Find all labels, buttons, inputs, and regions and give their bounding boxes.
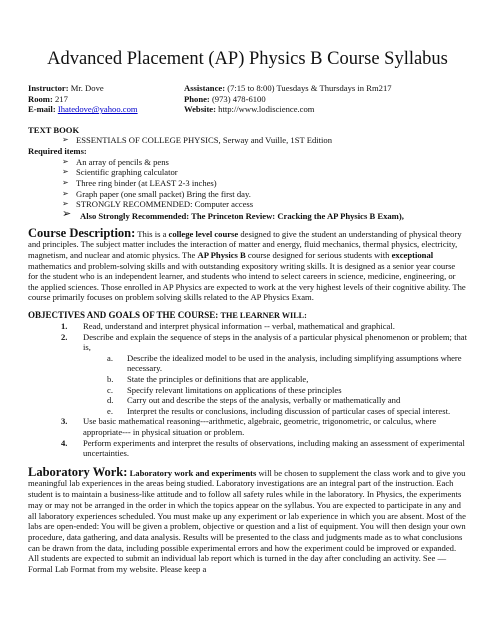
description-text: course designed for serious students with xyxy=(245,250,392,261)
list-item xyxy=(61,438,467,459)
description-bold: college level course xyxy=(168,228,239,239)
phone-value: (973) 478-6100 xyxy=(211,93,266,104)
required-item: STRONGLY RECOMMENDED: Computer access xyxy=(76,199,254,210)
objectives-list xyxy=(28,321,467,459)
description-bold: AP Physics B xyxy=(197,250,246,261)
list-item xyxy=(61,332,467,417)
objective-number: 4. xyxy=(61,437,68,448)
list-item xyxy=(62,199,467,210)
list-item xyxy=(61,416,467,437)
required-items-heading: Required items: xyxy=(28,146,87,157)
email-label: E-mail: xyxy=(28,104,56,115)
description-text: designed to give the student an understanding of physical theory and principles. The subject matter includes the interaction of matter and energy, fluid mechanics, thermal physics, electricity, magnetism, and nuclear and atomic physics. The xyxy=(28,228,462,261)
lab-text: will be chosen to supplement the class work and to give you meaningful lab experiences in the areas being studied. Laboratory investigations are an integral part of the instruction. Each student is to maintain a business-like attitude and to follow all safety rules while in the laboratory. In Physics, the experiments may or may not be arranged in the order in which the topics appear on the syllabus. You are expected to participate in any and all laboratory experiences scheduled. You must make up any experiment or lab experience in which you are absent. Most of the labs are open-ended: You will be given a problem, objective or question and a list of equipment. You will then design your own procedure, data gathering, and data analysis. Results will be presented to the class and judgments made as to what conclusions can be drawn from the data, including possible experimental errors and how the experiment could be improved or expanded. All students are expected to submit an individual lab report which is turned in the day after concluding an activity. See —Formal Lab Format from my website. Please keep a xyxy=(28,467,466,575)
required-items-list xyxy=(28,157,467,222)
website-value: http://www.lodiscience.com xyxy=(218,104,315,115)
list-item xyxy=(107,353,467,374)
objective-number: 2. xyxy=(61,331,68,342)
objective-text: Perform experiments and interpret the results of observations, including making an assessment of experimental uncertainties. xyxy=(83,437,465,459)
subitem-text: Interpret the results or conclusions, including discussion of particular cases of special interest. xyxy=(127,405,451,416)
objectives-heading xyxy=(28,310,467,321)
website-line xyxy=(184,104,467,115)
required-item: Graph paper (one small packet) Bring the first day. xyxy=(76,188,251,199)
instructor-line xyxy=(28,83,184,94)
list-item xyxy=(107,385,467,396)
list-item xyxy=(62,178,467,189)
instructor-label: Instructor: xyxy=(28,83,69,93)
also-recommended: Also Strongly Recommended: The Princeton Review: Cracking the AP Physics B Exam), xyxy=(80,211,404,222)
objective-text: Use basic mathematical reasoning---arithmetic, algebraic, geometric, trigonometric, or calculus, where appropriate--- in physical situation or problem. xyxy=(83,416,437,437)
email-line xyxy=(28,104,184,115)
course-description-heading: Course Description: xyxy=(28,225,136,240)
list-item xyxy=(62,135,467,146)
subitem-text: Describe the idealized model to be used in the analysis, including simplifying assumptions where necessary. xyxy=(127,352,462,374)
assistance-value: (7:15 to 8:00) Tuesdays & Thursdays in Rm217 xyxy=(227,83,392,93)
phone-label: Phone: xyxy=(184,93,210,104)
description-text: This is a xyxy=(135,228,169,239)
textbook-section xyxy=(28,125,467,222)
assistance-label: Assistance: xyxy=(184,83,226,93)
list-item xyxy=(62,167,467,178)
arrow-bullet-icon: ➢ xyxy=(62,178,69,188)
list-item xyxy=(62,189,467,200)
contact-info-right xyxy=(184,83,467,115)
list-item xyxy=(61,321,467,332)
objective-text: Read, understand and interpret physical information -- verbal, mathematical and graphical. xyxy=(83,321,395,332)
course-description xyxy=(28,225,467,303)
description-text: mathematics and problem-solving skills and with outstanding expository writing skills. It is designed as a senior year course for the student who is an independent learner, and students who intend to select careers in science, medicine, engineering, or the applied sciences. Those enrolled in AP Physics are expected to work at the very highest levels of their cognitive ability. The course primarily focuses on problem solving skills related to the AP Physics Exam. xyxy=(28,260,466,303)
subitem-letter: a. xyxy=(107,352,113,363)
subitem-letter: d. xyxy=(107,395,114,406)
objective-number: 3. xyxy=(61,416,68,427)
laboratory-work-heading: Laboratory Work: xyxy=(28,464,128,479)
subitem-letter: e. xyxy=(107,405,113,416)
room-line xyxy=(28,94,184,105)
objectives-heading-main: OBJECTIVES AND GOALS OF THE COURSE: xyxy=(28,310,221,321)
required-item: An array of pencils & pens xyxy=(76,156,169,167)
objectives-heading-sub: THE LEARNER WILL: xyxy=(220,311,307,321)
subitem-text: Specify relevant limitations on applications of these principles xyxy=(127,384,342,395)
subitem-text: State the principles or definitions that are applicable, xyxy=(127,374,309,385)
contact-info xyxy=(28,83,467,115)
website-label: Website: xyxy=(184,104,216,115)
phone-line xyxy=(184,94,467,105)
arrow-bullet-icon: ➢ xyxy=(62,207,72,221)
assistance-line xyxy=(184,83,467,94)
arrow-bullet-icon: ➢ xyxy=(62,199,69,209)
subitem-letter: c. xyxy=(107,384,113,395)
list-item xyxy=(107,395,467,406)
textbook-title: ESSENTIALS OF COLLEGE PHYSICS, Serway and Vuille, 1ST Edition xyxy=(76,135,333,146)
contact-info-left xyxy=(28,83,184,115)
required-item: Scientific graphing calculator xyxy=(76,167,178,178)
room-label: Room: xyxy=(28,93,53,104)
objective-number: 1. xyxy=(61,321,68,332)
objective-text: Describe and explain the sequence of steps in the analysis of a particular physical phenomenon or problem; that is, xyxy=(83,331,467,353)
arrow-bullet-icon: ➢ xyxy=(62,135,69,145)
list-item xyxy=(62,207,467,222)
textbook-list xyxy=(28,135,467,146)
list-item xyxy=(107,406,467,417)
subitem-letter: b. xyxy=(107,374,114,385)
arrow-bullet-icon: ➢ xyxy=(62,167,69,177)
laboratory-work xyxy=(28,464,467,575)
subitem-text: Carry out and describe the steps of the analysis, verbally or mathematically and xyxy=(127,395,401,406)
arrow-bullet-icon: ➢ xyxy=(62,156,69,166)
room-value: 217 xyxy=(54,93,68,104)
lab-bold-intro: Laboratory work and experiments xyxy=(127,467,257,478)
arrow-bullet-icon: ➢ xyxy=(62,188,69,198)
email-link[interactable]: Ihatedove@yahoo.com xyxy=(57,104,138,115)
required-item: Three ring binder (at LEAST 2-3 inches) xyxy=(76,178,217,189)
objective-sublist xyxy=(71,353,467,417)
document-title: Advanced Placement (AP) Physics B Course Syllabus xyxy=(47,49,448,69)
list-item xyxy=(107,374,467,385)
instructor-value: Mr. Dove xyxy=(70,83,104,93)
textbook-heading: TEXT BOOK xyxy=(28,124,80,135)
description-bold: exceptional xyxy=(391,250,434,261)
list-item xyxy=(62,157,467,168)
